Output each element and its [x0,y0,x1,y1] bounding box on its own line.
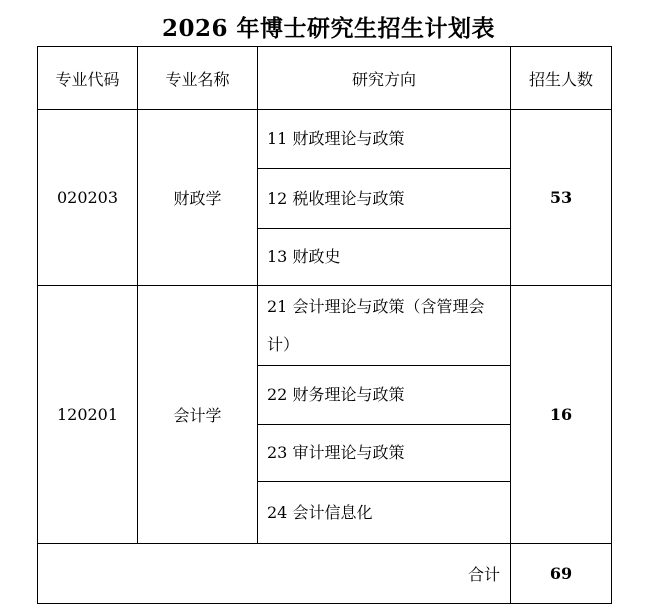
header-direction: 研究方向 [258,47,511,110]
header-quota: 招生人数 [511,47,612,110]
enrollment-plan-table [37,46,612,604]
research-direction: 21 会计理论与政策（含管理会计） [258,286,511,366]
research-direction: 24 会计信息化 [258,482,511,544]
header-name: 专业名称 [138,47,258,110]
research-direction: 12 税收理论与政策 [258,169,511,229]
research-direction: 11 财政理论与政策 [258,110,511,169]
research-direction: 23 审计理论与政策 [258,425,511,482]
research-direction: 13 财政史 [258,229,511,286]
quota-value: 16 [511,286,612,544]
major-name: 会计学 [138,286,258,544]
table-row [38,110,612,169]
major-name: 财政学 [138,110,258,286]
table-row [38,286,612,366]
header-code: 专业代码 [38,47,138,110]
total-value: 69 [511,544,612,604]
total-row [38,544,612,604]
total-label: 合计 [38,544,511,604]
header-row [38,47,612,110]
research-direction: 22 财务理论与政策 [258,366,511,425]
quota-value: 53 [511,110,612,286]
major-code: 120201 [38,286,138,544]
page-title: 2026 年博士研究生招生计划表 [161,15,496,42]
major-code: 020203 [38,110,138,286]
